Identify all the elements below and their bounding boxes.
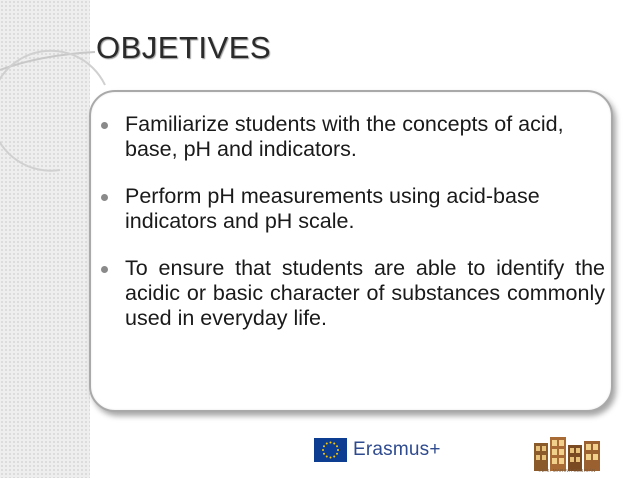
erasmus-logo: [314, 438, 441, 462]
list-item: [100, 184, 605, 234]
school-building-logo: [532, 433, 602, 473]
list-item: [100, 112, 605, 162]
bullet-dot-icon: [101, 122, 108, 129]
list-item-text: Perform pH measurements using acid-base indicators and pH scale.: [125, 184, 540, 233]
bullet-dot-icon: [101, 194, 108, 201]
objectives-list: [100, 112, 605, 353]
list-item-text: Familiarize students with the concepts of acid, base, pH and indicators.: [125, 112, 564, 161]
slide-title: OBJETIVES: [96, 30, 272, 65]
list-item: [100, 256, 605, 331]
erasmus-label: Erasmus+: [353, 439, 441, 460]
bullet-dot-icon: [101, 266, 108, 273]
school-name: I.E.S. MARINA CEBRIÁN: [538, 468, 596, 473]
list-item-text: To ensure that students are able to identify the acidic or basic character of substances commonly used in everyday life.: [125, 256, 605, 330]
eu-flag-icon: [314, 438, 347, 462]
